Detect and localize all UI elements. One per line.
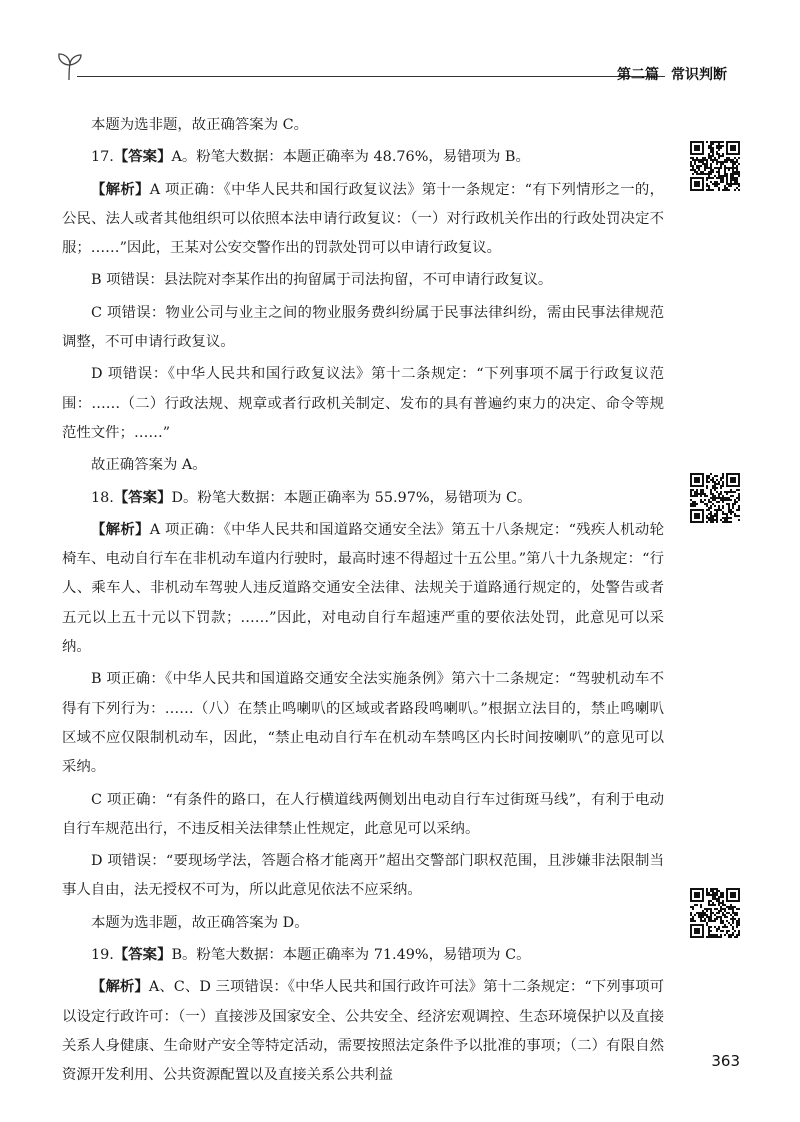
- running-head: [617, 64, 800, 84]
- section-title: 常识判断: [671, 67, 727, 83]
- answer-paragraph: 17.【答案】A。粉笔大数据：本题正确率为 48.76%，易错项为 B。: [91, 149, 530, 166]
- answer-tag: 【答案】: [113, 947, 172, 964]
- qr-code-icon[interactable]: [688, 886, 742, 940]
- paragraph: B 项错误：县法院对李某作出的拘留属于司法拘留，不可申请行政复议。: [91, 272, 553, 289]
- header-rule: [77, 76, 665, 77]
- analysis-tag: 【解析】: [91, 181, 150, 198]
- page-header: [55, 50, 755, 90]
- analysis-tag: 【解析】: [91, 979, 149, 996]
- analysis-paragraph: 【解析】A、C、D 三项错误：《中华人民共和国行政许可法》第十二条规定：“下列事项可以设定行政许可：（一）直接涉及国家安全、公共安全、经济宏观调控、生态环境保护以及直接关系人身健康、生命财产安全等特定活动，需要按照法定条件予以批准的事项；（二）有限自然资源开发利用、公共资源配置以及直接关系公共利益: [62, 979, 664, 1084]
- paragraph: 故正确答案为 A。: [91, 457, 207, 474]
- answer-tag: 【答案】: [113, 489, 172, 506]
- answer-tag: 【答案】: [113, 149, 172, 166]
- paragraph: C 项正确：“有条件的路口，在人行横道线两侧划出电动自行车过街斑马线”，有利于电动自行车规范出行，不违反相关法律禁止性规定，此意见可以采纳。: [62, 791, 664, 837]
- paragraph: D 项错误：“要现场学法，答题合格才能离开”超出交警部门职权范围，且涉嫌非法限制当事人自由，法无授权不可为，所以此意见依法不应采纳。: [62, 853, 664, 899]
- answer-paragraph: 18.【答案】D。粉笔大数据：本题正确率为 55.97%，易错项为 C。: [91, 489, 532, 506]
- sprout-icon: [55, 50, 85, 82]
- analysis-tag: 【解析】: [91, 521, 150, 538]
- qr-code-icon[interactable]: [688, 139, 742, 193]
- page-number: 363: [711, 1052, 740, 1070]
- paragraph: 本题为选非题，故正确答案为 C。: [91, 117, 309, 133]
- part-title: 第二篇: [617, 67, 659, 83]
- analysis-paragraph: 【解析】A 项正确：《中华人民共和国行政复议法》第十一条规定：“有下列情形之一的，公民、法人或者其他组织可以依照本法申请行政复议：（一）对行政机关作出的行政处罚决定不服；……”因此，王某对公安交警作出的罚款处罚可以申请行政复议。: [62, 181, 664, 257]
- answer-explanations: [62, 111, 664, 1091]
- paragraph: B 项正确：《中华人民共和国道路交通安全法实施条例》第六十二条规定：“驾驶机动车不得有下列行为：……（八）在禁止鸣喇叭的区域或者路段鸣喇叭。”根据立法目的，禁止鸣喇叭区域不应仅限制机动车，因此，“禁止电动自行车在机动车禁鸣区内长时间按喇叭”的意见可以采纳。: [62, 671, 664, 776]
- paragraph: C 项错误：物业公司与业主之间的物业服务费纠纷属于民事法律纠纷，需由民事法律规范调整，不可申请行政复议。: [62, 304, 664, 351]
- analysis-paragraph: 【解析】A 项正确：《中华人民共和国道路交通安全法》第五十八条规定：“残疾人机动轮椅车、电动自行车在非机动车道内行驶时，最高时速不得超过十五公里。”第八十九条规定：“行人、乘车人、非机动车驾驶人违反道路交通安全法律、法规关于道路通行规定的，处警告或者五元以上五十元以下罚款；……”因此，对电动自行车超速严重的要依法处罚，此意见可以采纳。: [62, 521, 664, 656]
- qr-code-icon[interactable]: [688, 471, 742, 525]
- answer-paragraph: 19.【答案】B。粉笔大数据：本题正确率为 71.49%，易错项为 C。: [91, 947, 531, 964]
- paragraph: D 项错误：《中华人民共和国行政复议法》第十二条规定：“下列事项不属于行政复议范围：……（二）行政法规、规章或者行政机关制定、发布的具有普遍约束力的决定、命令等规范性文件；……”: [62, 366, 664, 441]
- paragraph: 本题为选非题，故正确答案为 D。: [91, 914, 309, 931]
